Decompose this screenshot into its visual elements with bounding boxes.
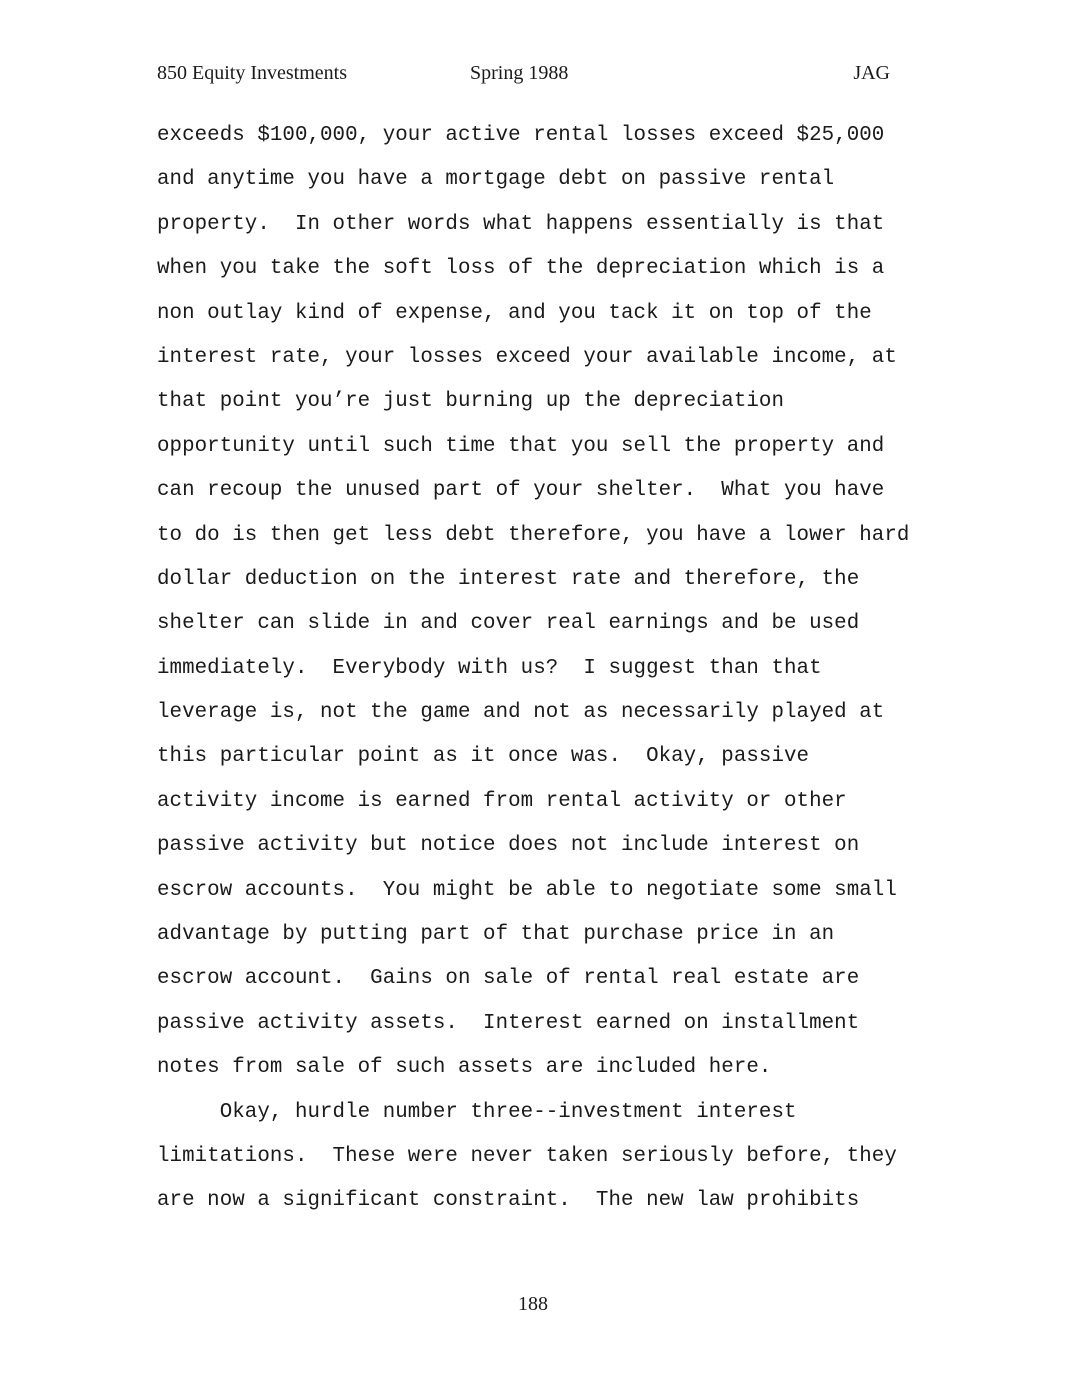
text-line: can recoup the unused part of your shelter. What you have xyxy=(157,479,885,503)
text-line: to do is then get less debt therefore, you have a lower hard xyxy=(157,523,910,547)
transcript-body xyxy=(157,121,937,1231)
text-line: and anytime you have a mortgage debt on passive rental xyxy=(157,168,835,192)
text-line: limitations. These were never taken seriously before, they xyxy=(157,1144,897,1168)
text-line: shelter can slide in and cover real earnings and be used xyxy=(157,612,860,636)
text-line: are now a significant constraint. The new law prohibits xyxy=(157,1189,860,1213)
page-number: 188 xyxy=(518,1293,548,1315)
text-line: immediately. Everybody with us? I suggest than that xyxy=(157,656,822,680)
text-line: exceeds $100,000, your active rental losses exceed $25,000 xyxy=(157,124,885,147)
page-header xyxy=(0,62,1066,92)
text-line: escrow account. Gains on sale of rental real estate are xyxy=(157,967,860,991)
paragraph-start-line: Okay, hurdle number three--investment interest xyxy=(157,1100,797,1124)
text-line: leverage is, not the game and not as necessarily played at xyxy=(157,701,885,725)
text-line: escrow accounts. You might be able to negotiate some small xyxy=(157,878,897,902)
author-initials: JAG xyxy=(853,62,890,84)
text-line: property. In other words what happens essentially is that xyxy=(157,212,885,236)
text-line: that point you’re just burning up the depreciation xyxy=(157,390,785,414)
text-line: passive activity assets. Interest earned on installment xyxy=(157,1011,860,1035)
text-line: non outlay kind of expense, and you tack it on top of the xyxy=(157,301,872,325)
text-line: notes from sale of such assets are included here. xyxy=(157,1056,772,1080)
text-line: advantage by putting part of that purchase price in an xyxy=(157,923,835,947)
text-line: passive activity but notice does not include interest on xyxy=(157,834,860,858)
text-line: activity income is earned from rental activity or other xyxy=(157,789,847,813)
text-line: this particular point as it once was. Okay, passive xyxy=(157,745,810,769)
text-line: dollar deduction on the interest rate and therefore, the xyxy=(157,567,860,591)
text-line: when you take the soft loss of the depreciation which is a xyxy=(157,257,885,281)
course-title: 850 Equity Investments xyxy=(157,62,347,84)
text-line: interest rate, your losses exceed your available income, at xyxy=(157,345,897,369)
text-line: opportunity until such time that you sell the property and xyxy=(157,434,885,458)
term-label: Spring 1988 xyxy=(470,62,569,84)
